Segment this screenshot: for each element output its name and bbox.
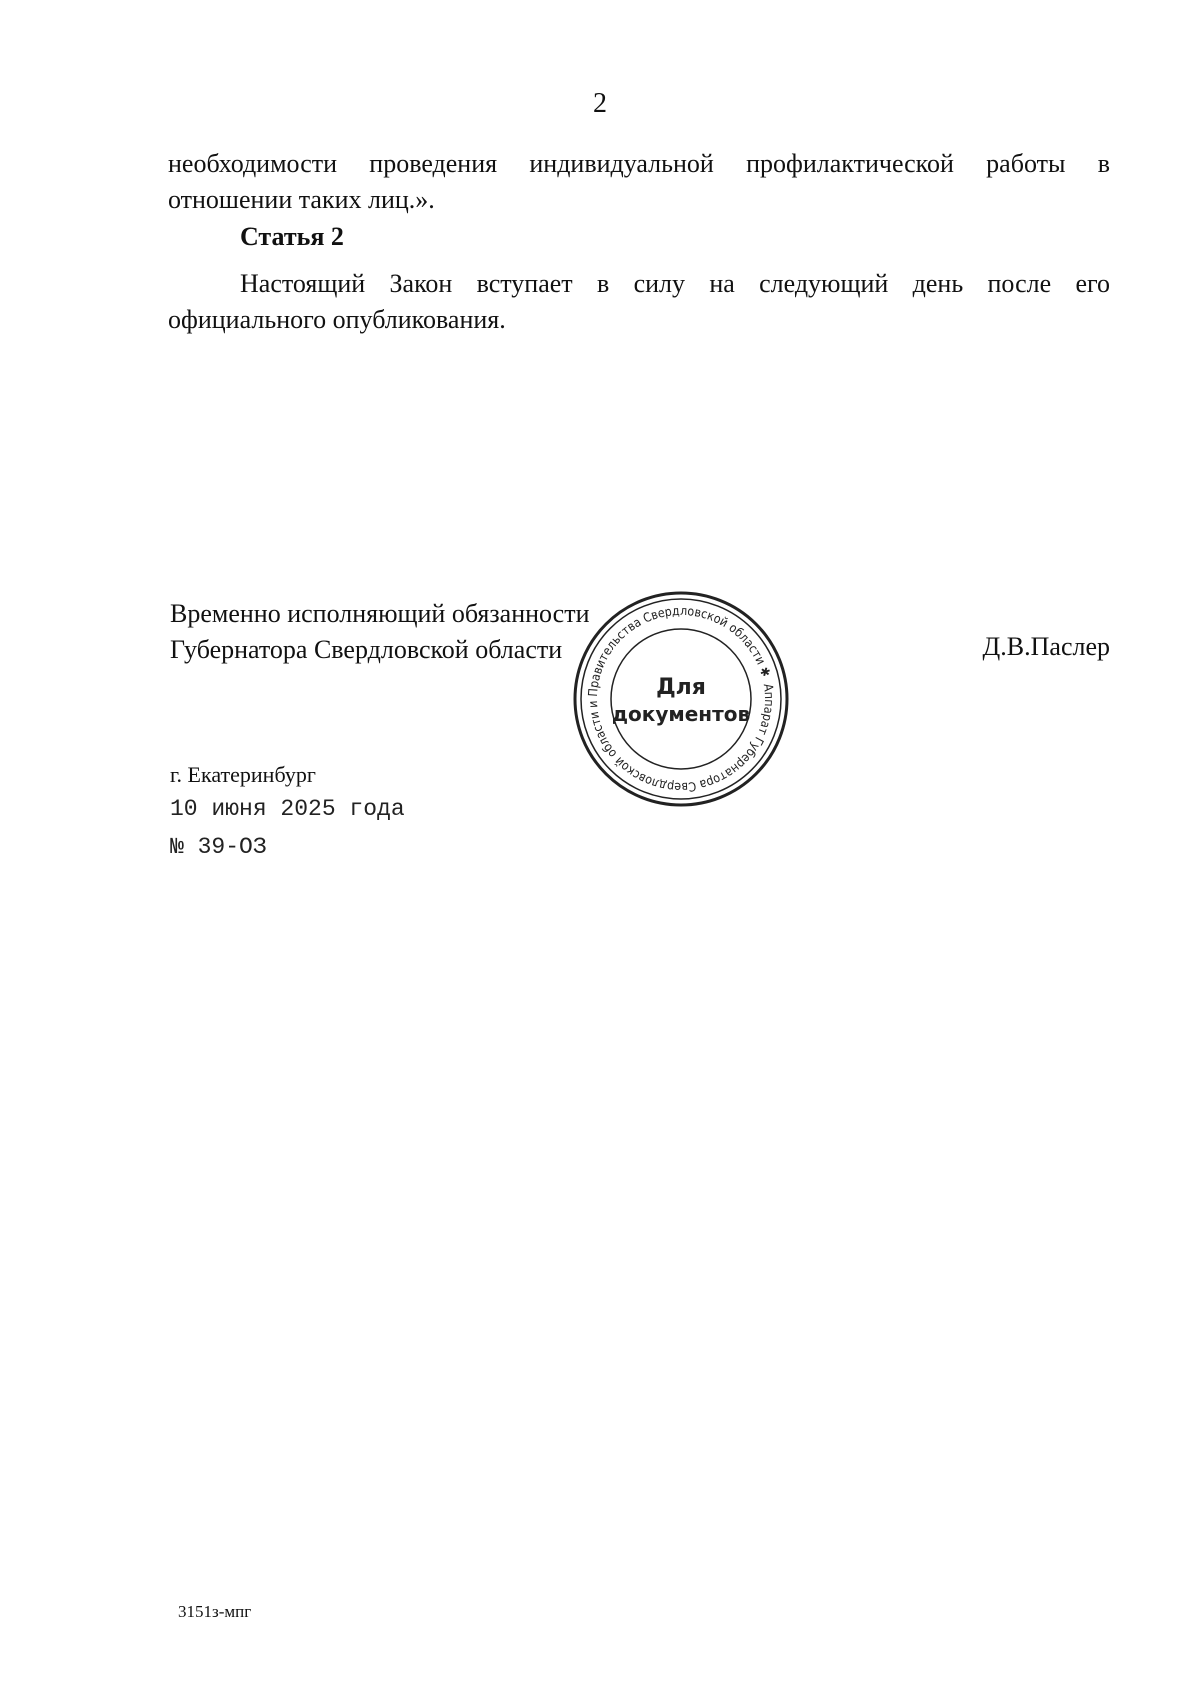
- footer-code: 3151з-мпг: [178, 1602, 252, 1621]
- place-of-signing: г. Екатеринбург: [170, 762, 316, 787]
- official-stamp: [572, 590, 790, 808]
- paragraph-line: Настоящий Закон вступает в силу на следующий день после его: [240, 269, 1110, 298]
- stamp-center-line: Для: [656, 675, 706, 700]
- position-line: Временно исполняющий обязанности: [170, 599, 590, 628]
- paragraph-line: официального опубликования.: [168, 305, 506, 334]
- stamp-center-line: документов: [611, 702, 751, 726]
- paragraph-line: отношении таких лиц.».: [168, 185, 435, 214]
- law-number: № 39-ОЗ: [170, 834, 267, 860]
- article-heading: Статья 2: [240, 222, 344, 251]
- position-line: Губернатора Свердловской области: [170, 635, 563, 664]
- paragraph-line: необходимости проведения индивидуальной профилактической работы в: [168, 149, 1110, 178]
- signatory-position: [170, 596, 590, 668]
- page-number: 2: [593, 88, 607, 119]
- svg-text:Аппарат Губернатора Свердловск: Аппарат Губернатора Свердловской области и Правительства Свердловской области ✱: [584, 602, 778, 796]
- stamp-seal-icon: [572, 590, 790, 808]
- paragraph-continuation: [168, 146, 1110, 218]
- law-date: 10 июня 2025 года: [170, 796, 405, 822]
- paragraph-article-2: [168, 266, 1110, 338]
- signer-name: Д.В.Паслер: [982, 632, 1110, 661]
